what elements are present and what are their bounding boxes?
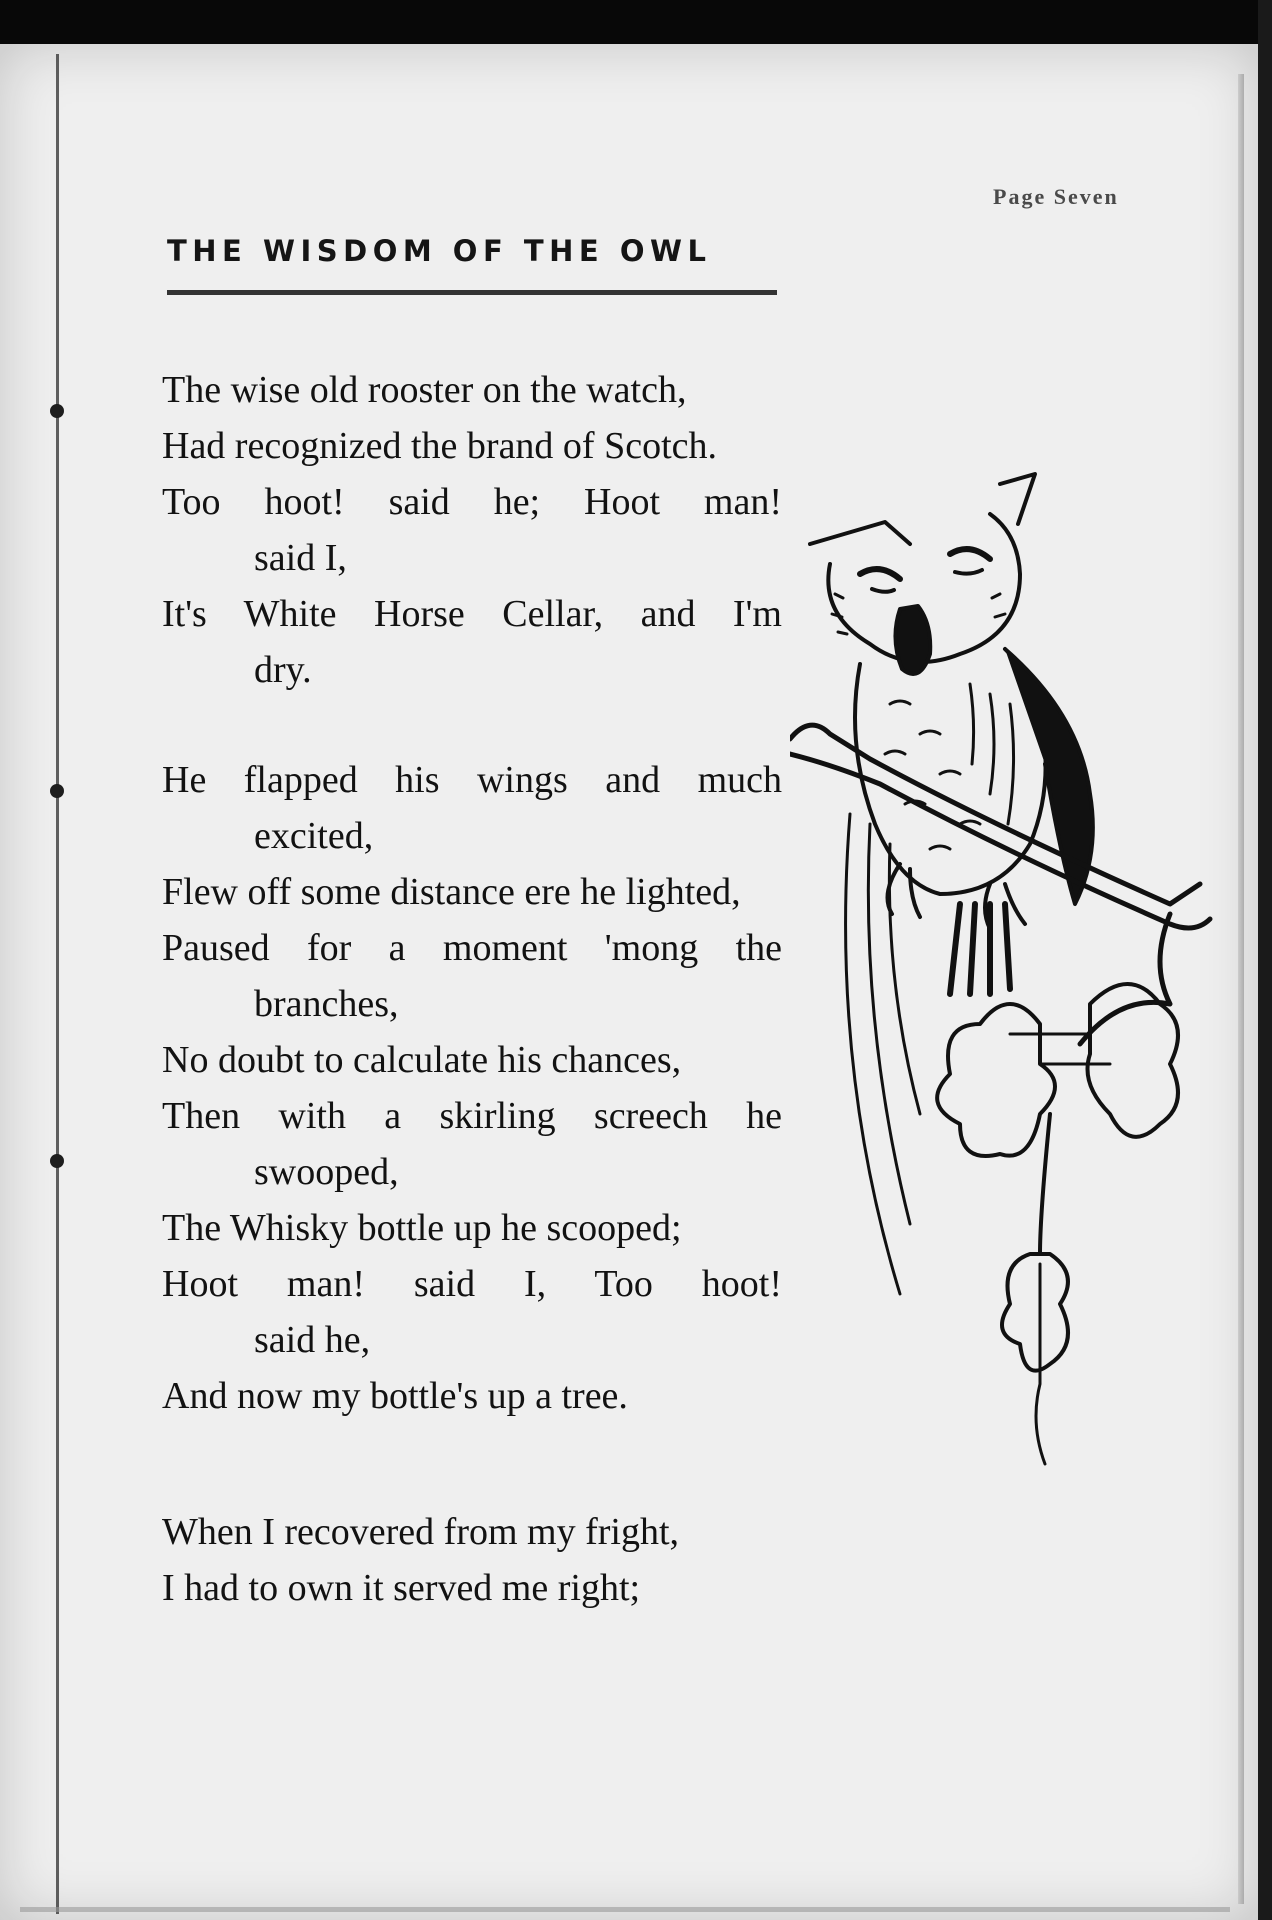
poem-line-continuation: excited, <box>254 815 374 857</box>
poem-line: The Whisky bottle up he scooped; <box>162 1207 682 1249</box>
title-underline <box>167 290 777 295</box>
stanza-break <box>162 1424 782 1504</box>
poem-line: No doubt to calculate his chances, <box>162 1039 682 1081</box>
page-binding-line <box>56 54 59 1914</box>
poem-line: When I recovered from my fright, <box>162 1511 680 1553</box>
poem-body <box>162 362 782 1616</box>
stanza-break <box>162 698 782 752</box>
poem-line-continuation: branches, <box>254 983 399 1025</box>
poem-line: Paused for a moment 'mong the <box>162 927 782 969</box>
book-page <box>0 44 1258 1920</box>
poem-line: Flew off some distance ere he lighted, <box>162 871 741 913</box>
poem-title: THE WISDOM OF THE OWL <box>167 234 712 268</box>
owl-on-branch-icon <box>790 464 1240 1474</box>
poem-line: It's White Horse Cellar, and I'm <box>162 593 782 635</box>
poem-line: He flapped his wings and much <box>162 759 782 801</box>
poem-line-continuation: dry. <box>254 649 312 691</box>
poem-line: The wise old rooster on the watch, <box>162 369 687 411</box>
binding-stitch <box>50 1154 64 1168</box>
poem-line-continuation: swooped, <box>254 1151 399 1193</box>
page-number: Page Seven <box>993 184 1119 209</box>
poem-line: I had to own it served me right; <box>162 1567 641 1609</box>
page-bottom-edge <box>20 1907 1230 1912</box>
scan-top-border <box>0 0 1272 44</box>
binding-stitch <box>50 784 64 798</box>
poem-line-continuation: said I, <box>254 537 347 579</box>
poem-line-continuation: said he, <box>254 1319 371 1361</box>
poem-line: Hoot man! said I, Too hoot! <box>162 1263 782 1305</box>
poem-line: And now my bottle's up a tree. <box>162 1375 628 1417</box>
scan-right-border <box>1258 0 1272 1920</box>
binding-stitch <box>50 404 64 418</box>
poem-line: Too hoot! said he; Hoot man! <box>162 481 782 523</box>
poem-line: Then with a skirling screech he <box>162 1095 782 1137</box>
poem-line: Had recognized the brand of Scotch. <box>162 425 718 467</box>
